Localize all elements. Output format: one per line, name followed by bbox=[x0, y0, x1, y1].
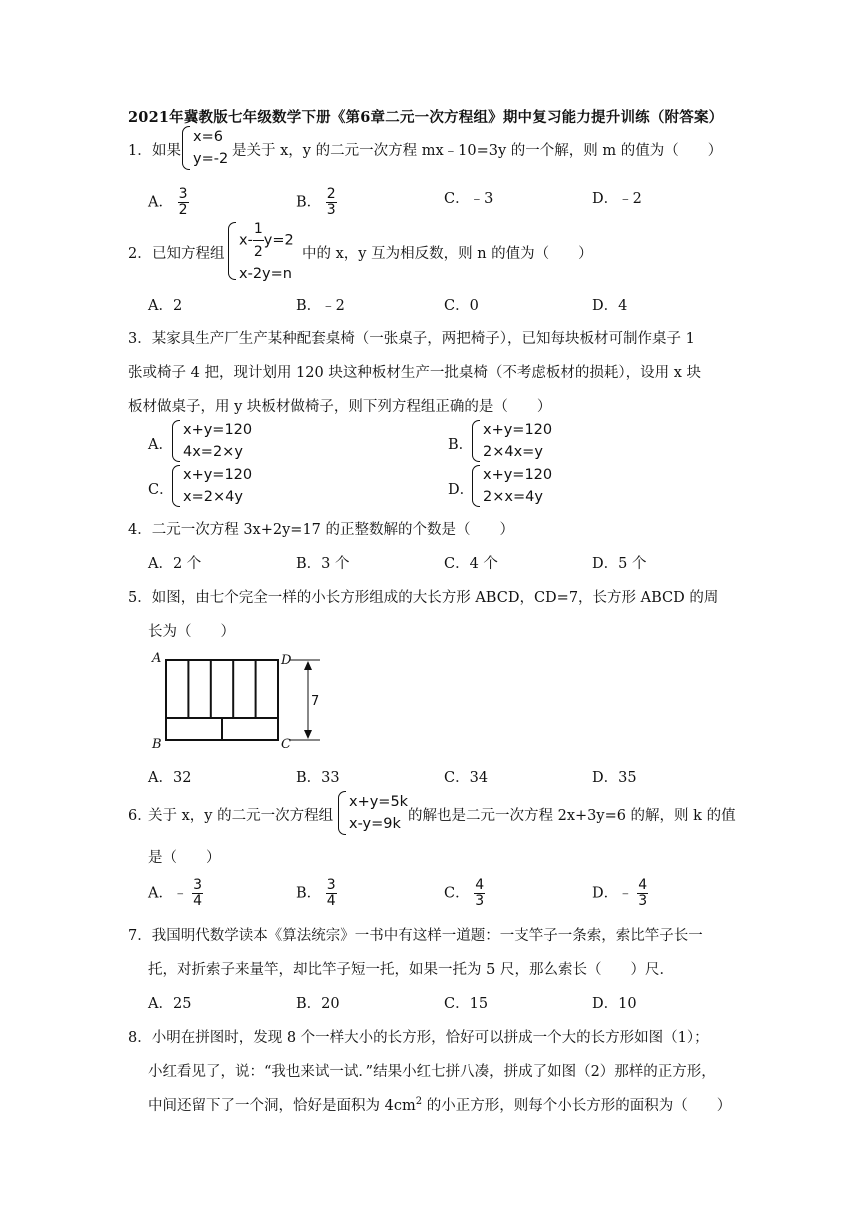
option-b[interactable]: B．3 个 bbox=[296, 556, 350, 572]
option-label: A． bbox=[148, 885, 173, 902]
question-text: 3．某家具生产厂生产某种配套桌椅（一张桌子，两把椅子），已知每块板材可制作桌子 1 bbox=[128, 331, 695, 347]
fraction: $\frac{3}{4}$ bbox=[326, 877, 336, 909]
option-c[interactable]: C．34 bbox=[444, 770, 489, 786]
equation-system bbox=[338, 791, 408, 835]
option-b[interactable] bbox=[296, 878, 337, 909]
brace bbox=[172, 420, 180, 462]
option-b[interactable]: B．20 bbox=[296, 996, 340, 1012]
option-a[interactable]: A．25 bbox=[148, 996, 192, 1012]
equation-system bbox=[182, 126, 228, 170]
fraction: $\frac{3}{4}$ bbox=[193, 877, 203, 909]
option-a[interactable]: A．32 bbox=[148, 770, 192, 786]
equation: x-2y=n bbox=[239, 265, 292, 282]
option-a-label[interactable]: A． bbox=[148, 437, 173, 453]
equation: 4x=2×y bbox=[183, 444, 243, 460]
question-text: 中的 x，y 互为相反数，则 n 的值为（ ） bbox=[302, 246, 593, 262]
equation: x+y=120 bbox=[483, 422, 553, 438]
equation: 2×4x=y bbox=[483, 444, 543, 460]
option-b[interactable]: B．﹣2 bbox=[296, 298, 345, 314]
option-c[interactable] bbox=[444, 878, 485, 909]
question-text: 4．二元一次方程 3x+2y=17 的正整数解的个数是（ ） bbox=[128, 522, 515, 538]
equation: 2×x=4y bbox=[483, 489, 543, 505]
option-a[interactable] bbox=[148, 187, 189, 218]
question-text: 托，对折索子来量竿，却比竿子短一托，如果一托为 5 尺，那么索长（ ）尺． bbox=[148, 962, 674, 978]
option-d[interactable]: D．5 个 bbox=[592, 556, 647, 572]
option-b[interactable]: B．33 bbox=[296, 770, 340, 786]
equation-system bbox=[228, 222, 294, 280]
option-label: C． bbox=[444, 885, 470, 902]
option-d[interactable]: D．4 bbox=[592, 298, 628, 314]
option-a[interactable]: A．2 个 bbox=[148, 556, 202, 572]
option-b[interactable] bbox=[296, 187, 337, 218]
question-text: 5．如图，由七个完全一样的小长方形组成的大长方形 ABCD，CD=7，长方形 ABCD 的周 bbox=[128, 590, 719, 606]
option-d[interactable]: D．﹣ $\frac{4}{3}$ bbox=[592, 877, 648, 909]
brace bbox=[228, 222, 236, 280]
fraction: $\frac{4}{3}$ bbox=[638, 877, 648, 909]
rectangle-figure bbox=[150, 650, 330, 750]
fraction: $\frac{1}{2}$ bbox=[253, 218, 264, 263]
brace bbox=[172, 465, 180, 507]
vertex-label-c: C bbox=[281, 737, 291, 750]
question-text: 7．我国明代数学读本《算法统宗》一书中有这样一道题：一支竿子一条索，索比竿子长一 bbox=[128, 928, 703, 944]
equation: x+y=5k bbox=[349, 794, 409, 810]
vertex-label-a: A bbox=[152, 651, 162, 666]
option-d[interactable]: D．35 bbox=[592, 770, 637, 786]
option-label: B． bbox=[296, 194, 322, 211]
option-b-label[interactable]: B． bbox=[448, 437, 474, 453]
option-label: A． bbox=[148, 194, 173, 211]
brace bbox=[472, 465, 480, 507]
vertex-label-b: B bbox=[152, 737, 162, 750]
question-text: 是关于 x，y 的二元一次方程 mx﹣10=3y 的一个解，则 m 的值为（ ） bbox=[232, 143, 723, 159]
option-a-system[interactable] bbox=[172, 420, 252, 462]
option-a[interactable]: A．2 bbox=[148, 298, 183, 314]
vertex-label-d: D bbox=[281, 653, 292, 668]
fraction: $\frac{4}{3}$ bbox=[475, 877, 485, 909]
question-text: 关于 x，y 的二元一次方程组 bbox=[148, 808, 334, 824]
option-label: B． bbox=[296, 885, 322, 902]
question-text: 小红看见了，说：“我也来试一试．”结果小红七拼八凑，拼成了如图（2）那样的正方形， bbox=[148, 1064, 716, 1080]
document-title: 2021年冀教版七年级数学下册《第6章二元一次方程组》期中复习能力提升训练（附答案） bbox=[128, 109, 724, 126]
option-c[interactable]: C．15 bbox=[444, 996, 489, 1012]
option-d-label[interactable]: D． bbox=[448, 482, 475, 498]
equation: x+y=120 bbox=[183, 422, 253, 438]
equation: x-y=9k bbox=[349, 816, 401, 832]
equation: x=2×4y bbox=[183, 489, 243, 505]
brace bbox=[338, 791, 346, 835]
question-text: 长为（ ） bbox=[148, 624, 235, 640]
brace bbox=[472, 420, 480, 462]
option-b-system[interactable] bbox=[472, 420, 552, 462]
option-a[interactable]: A．﹣ $\frac{3}{4}$ bbox=[148, 877, 203, 909]
option-c[interactable]: C．0 bbox=[444, 298, 479, 314]
option-d[interactable]: D．10 bbox=[592, 996, 637, 1012]
question-text: 板材做桌子，用 y 块板材做椅子，则下列方程组正确的是（ ） bbox=[128, 399, 552, 415]
option-label: D． bbox=[592, 885, 619, 902]
option-d[interactable]: D．﹣2 bbox=[592, 191, 642, 207]
question-number: 2． bbox=[128, 246, 152, 262]
question-number: 6． bbox=[128, 808, 152, 824]
fraction: $\frac{2}{3}$ bbox=[326, 186, 336, 218]
option-c-label[interactable]: C． bbox=[148, 482, 174, 498]
equation: x+y=120 bbox=[483, 467, 553, 483]
dimension-label: 7 bbox=[311, 694, 320, 709]
equation: x+y=120 bbox=[183, 467, 253, 483]
equation: x=6 bbox=[193, 129, 223, 145]
question-text: 是（ ） bbox=[148, 850, 221, 866]
question-text: 已知方程组 bbox=[152, 246, 225, 262]
question-text: 8．小明在拼图时，发现 8 个一样大小的长方形，恰好可以拼成一个大的长方形如图（1）； bbox=[128, 1030, 709, 1046]
option-c-system[interactable] bbox=[172, 465, 252, 507]
fraction: $\frac{3}{2}$ bbox=[178, 186, 188, 218]
equation: x- $\frac{1}{2}$ y=2 bbox=[239, 218, 294, 263]
question-text: 的解也是二元一次方程 2x+3y=6 的解，则 k 的值 bbox=[408, 808, 736, 824]
question-text: 中间还留下了一个洞，恰好是面积为 $4cm^2$ 的小正方形，则每个小长方形的面积为（ ） bbox=[148, 1096, 732, 1114]
brace bbox=[182, 126, 190, 170]
option-c[interactable]: C．4 个 bbox=[444, 556, 498, 572]
equation: y=-2 bbox=[193, 151, 229, 167]
question-number: 1． bbox=[128, 143, 152, 159]
option-c[interactable]: C．﹣3 bbox=[444, 191, 494, 207]
question-text: 张或椅子 4 把，现计划用 120 块这种板材生产一批桌椅（不考虑板材的损耗），设用 x 块 bbox=[128, 365, 701, 381]
question-text: 如果 bbox=[152, 143, 181, 159]
option-d-system[interactable] bbox=[472, 465, 552, 507]
